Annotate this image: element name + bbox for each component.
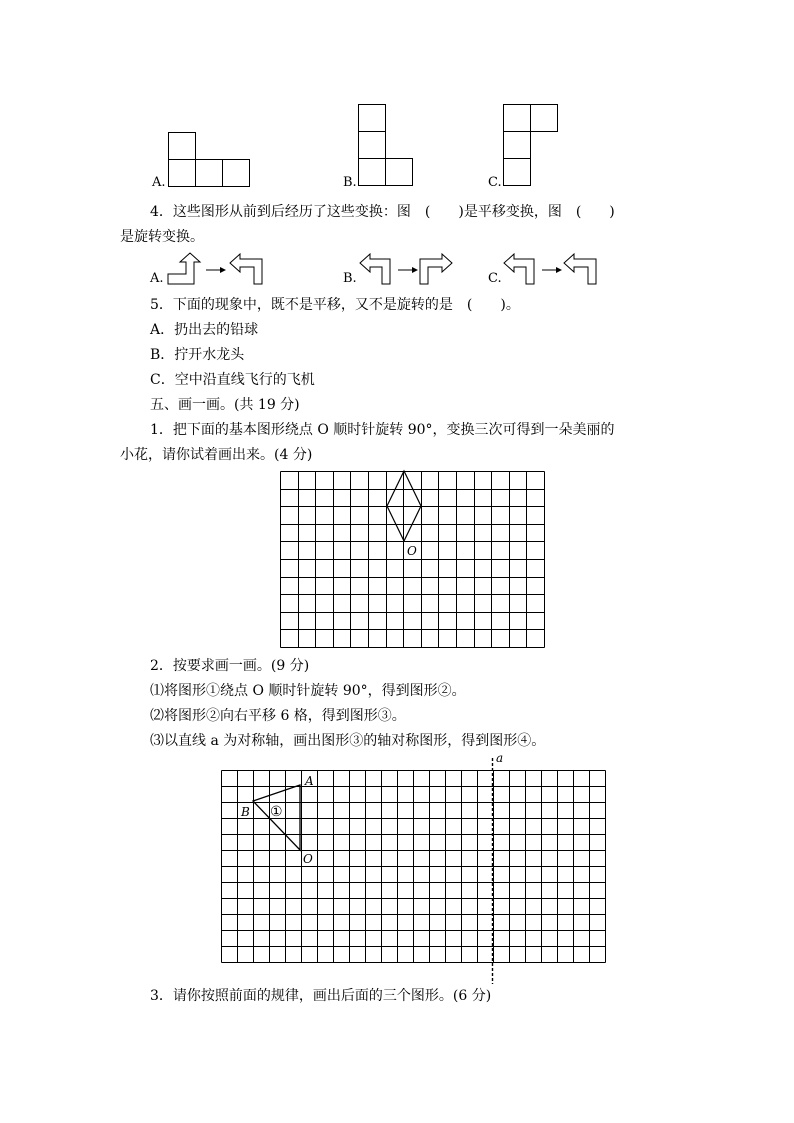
- q5-option-a: A．扔出去的铅球: [150, 322, 259, 338]
- q3-option-b-label: B.: [343, 175, 357, 190]
- q4-option-c-label: C.: [488, 271, 502, 286]
- draw2-title: 2．按要求画一画。(9 分): [150, 658, 310, 674]
- draw2-point-a-label: A: [305, 774, 314, 788]
- q3-shape-b: [358, 104, 418, 194]
- draw2-axis-line: [491, 758, 495, 988]
- draw2-step1: ⑴将图形①绕点 O 顺时针旋转 90°，得到图形②。: [150, 683, 466, 699]
- draw1-question-line2: 小花，请你试着画出来。(4 分): [120, 447, 313, 463]
- draw3-question: 3．请你按照前面的规律，画出后面的三个图形。(6 分): [150, 988, 492, 1004]
- q5-question: 5．下面的现象中，既不是平移，又不是旋转的是 ( )。: [150, 297, 520, 313]
- q4-option-a-figure: [166, 252, 266, 286]
- q4-option-c-figure: [502, 252, 612, 286]
- draw2-axis-label: a: [496, 751, 504, 765]
- draw2-point-o-label: O: [303, 852, 313, 866]
- q3-shape-a: [168, 132, 258, 192]
- draw1-question-line1: 1．把下面的基本图形绕点 O 顺时针旋转 90°，变换三次可得到一朵美丽的: [150, 422, 615, 438]
- q3-option-c-label: C.: [488, 175, 502, 190]
- draw2-shape-label: ①: [270, 804, 283, 820]
- q5-option-b: B．拧开水龙头: [150, 347, 245, 363]
- q4-question-line2: 是旋转变换。: [120, 229, 204, 245]
- draw1-point-o-label: O: [407, 544, 417, 558]
- q4-option-b-figure: [358, 252, 458, 286]
- q3-option-a-label: A.: [152, 175, 166, 190]
- draw2-point-b-label: B: [241, 805, 250, 819]
- draw2-step2: ⑵将图形②向右平移 6 格，得到图形③。: [150, 708, 406, 724]
- q5-option-c: C．空中沿直线飞行的飞机: [150, 372, 315, 388]
- q3-shape-c: [503, 104, 563, 194]
- q4-option-b-label: B.: [343, 271, 357, 286]
- section-title: 五、画一画。(共 19 分): [150, 397, 300, 413]
- q4-question-line1: 4．这些图形从前到后经历了这些变换：图 ( )是平移变换，图 ( ): [150, 204, 615, 220]
- draw1-rhombus: [386, 470, 426, 546]
- draw2-step3: ⑶以直线 a 为对称轴，画出图形③的轴对称图形，得到图形④。: [150, 733, 546, 749]
- q4-option-a-label: A.: [150, 271, 164, 286]
